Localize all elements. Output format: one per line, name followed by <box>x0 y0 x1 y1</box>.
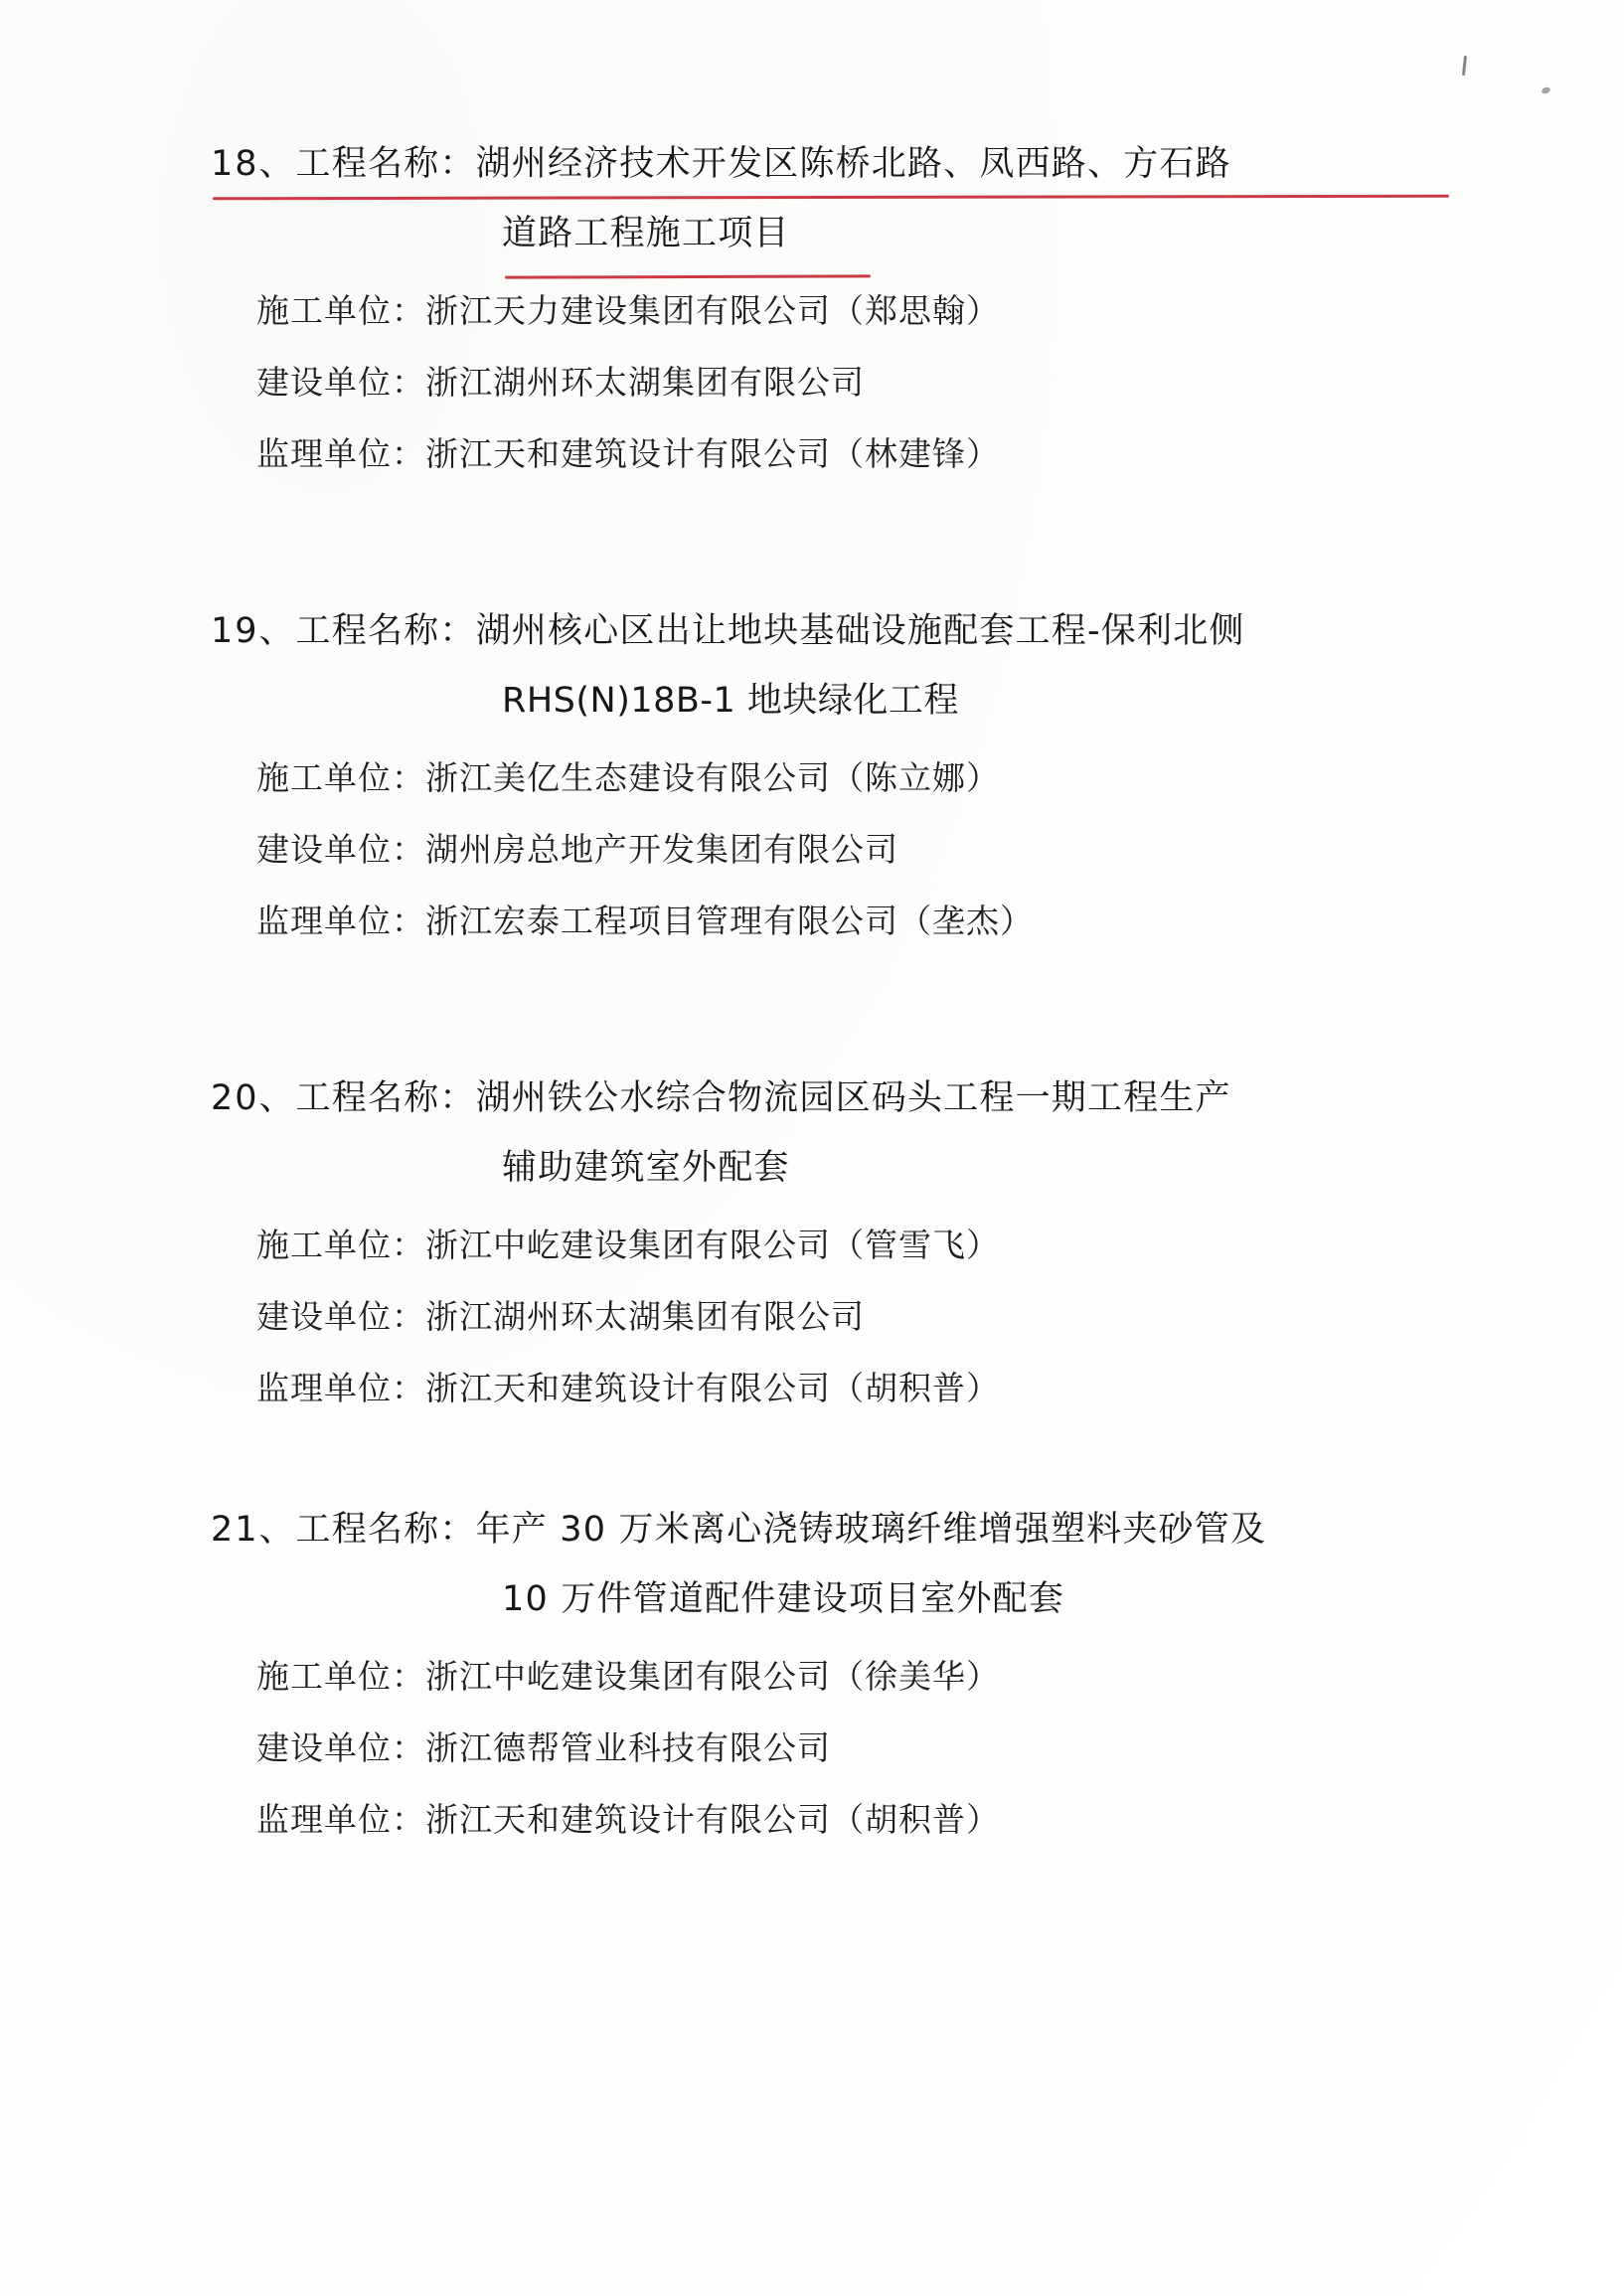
ink-dot-icon <box>1541 86 1551 95</box>
project-title-text-cont: RHS(N)18B-1 地块绿化工程 <box>502 681 959 721</box>
project-title-text: 湖州核心区出让地块基础设施配套工程-保利北侧 <box>475 611 1245 651</box>
entry-index: 18、 <box>211 144 296 184</box>
construction-unit-label: 施工单位： <box>256 1657 425 1696</box>
project-title-line-2 <box>502 1148 790 1188</box>
project-title-line-2 <box>502 681 959 721</box>
owner-unit-label: 建设单位： <box>256 363 425 402</box>
supervision-unit-line <box>256 1800 1000 1839</box>
owner-unit-label: 建设单位： <box>256 1728 425 1767</box>
construction-unit-value: 浙江天力建设集团有限公司（郑思翰） <box>425 291 1000 330</box>
project-title-text-cont: 10 万件管道配件建设项目室外配套 <box>502 1579 1065 1619</box>
supervision-unit-value: 浙江天和建筑设计有限公司（胡积普） <box>425 1800 1000 1839</box>
project-title-line-1 <box>211 1078 1231 1118</box>
project-title-text-cont: 道路工程施工项目 <box>502 214 790 253</box>
project-title-text: 湖州经济技术开发区陈桥北路、凤西路、方石路 <box>475 144 1231 184</box>
project-name-label: 工程名称： <box>295 144 476 184</box>
project-title-line-2 <box>502 1579 1065 1619</box>
project-name-label: 工程名称： <box>295 1510 476 1550</box>
owner-unit-line <box>256 830 898 869</box>
entry-index: 20、 <box>211 1078 296 1118</box>
project-name-label: 工程名称： <box>295 1078 476 1118</box>
owner-unit-label: 建设单位： <box>256 830 425 869</box>
construction-unit-line <box>256 1657 1000 1696</box>
project-title-line-1 <box>211 1510 1267 1550</box>
entry-index: 19、 <box>211 611 296 651</box>
supervision-unit-value: 浙江天和建筑设计有限公司（林建锋） <box>425 434 1000 473</box>
supervision-unit-value: 浙江宏泰工程项目管理有限公司（垄杰） <box>425 902 1034 940</box>
supervision-unit-line <box>256 434 1000 473</box>
supervision-unit-label: 监理单位： <box>256 434 425 473</box>
owner-unit-value: 浙江德帮管业科技有限公司 <box>425 1728 831 1767</box>
construction-unit-value: 浙江中屹建设集团有限公司（徐美华） <box>425 1657 1000 1696</box>
owner-unit-value: 浙江湖州环太湖集团有限公司 <box>425 1297 865 1336</box>
supervision-unit-line <box>256 902 1034 940</box>
supervision-unit-value: 浙江天和建筑设计有限公司（胡积普） <box>425 1369 1000 1407</box>
ink-mark-icon <box>1462 56 1467 76</box>
red-underline-annotation <box>505 274 871 278</box>
owner-unit-value: 湖州房总地产开发集团有限公司 <box>425 830 898 869</box>
owner-unit-line <box>256 1297 865 1336</box>
entry-index: 21、 <box>211 1510 296 1550</box>
red-underline-annotation <box>213 195 1449 201</box>
construction-unit-label: 施工单位： <box>256 1226 425 1264</box>
construction-unit-value: 浙江美亿生态建设有限公司（陈立娜） <box>425 758 1000 797</box>
owner-unit-value: 浙江湖州环太湖集团有限公司 <box>425 363 865 402</box>
owner-unit-label: 建设单位： <box>256 1297 425 1336</box>
construction-unit-label: 施工单位： <box>256 758 425 797</box>
supervision-unit-label: 监理单位： <box>256 1800 425 1839</box>
owner-unit-line <box>256 363 865 402</box>
construction-unit-value: 浙江中屹建设集团有限公司（管雪飞） <box>425 1226 1000 1264</box>
construction-unit-label: 施工单位： <box>256 291 425 330</box>
project-name-label: 工程名称： <box>295 611 476 651</box>
construction-unit-line <box>256 758 1000 797</box>
project-title-line-2 <box>502 214 790 253</box>
project-title-line-1 <box>211 144 1231 184</box>
owner-unit-line <box>256 1728 831 1767</box>
project-title-text: 年产 30 万米离心浇铸玻璃纤维增强塑料夹砂管及 <box>475 1510 1267 1550</box>
supervision-unit-label: 监理单位： <box>256 1369 425 1407</box>
construction-unit-line <box>256 291 1000 330</box>
project-title-text: 湖州铁公水综合物流园区码头工程一期工程生产 <box>475 1078 1231 1118</box>
project-title-text-cont: 辅助建筑室外配套 <box>502 1148 790 1188</box>
supervision-unit-label: 监理单位： <box>256 902 425 940</box>
project-title-line-1 <box>211 611 1245 651</box>
construction-unit-line <box>256 1226 1000 1264</box>
supervision-unit-line <box>256 1369 1000 1407</box>
